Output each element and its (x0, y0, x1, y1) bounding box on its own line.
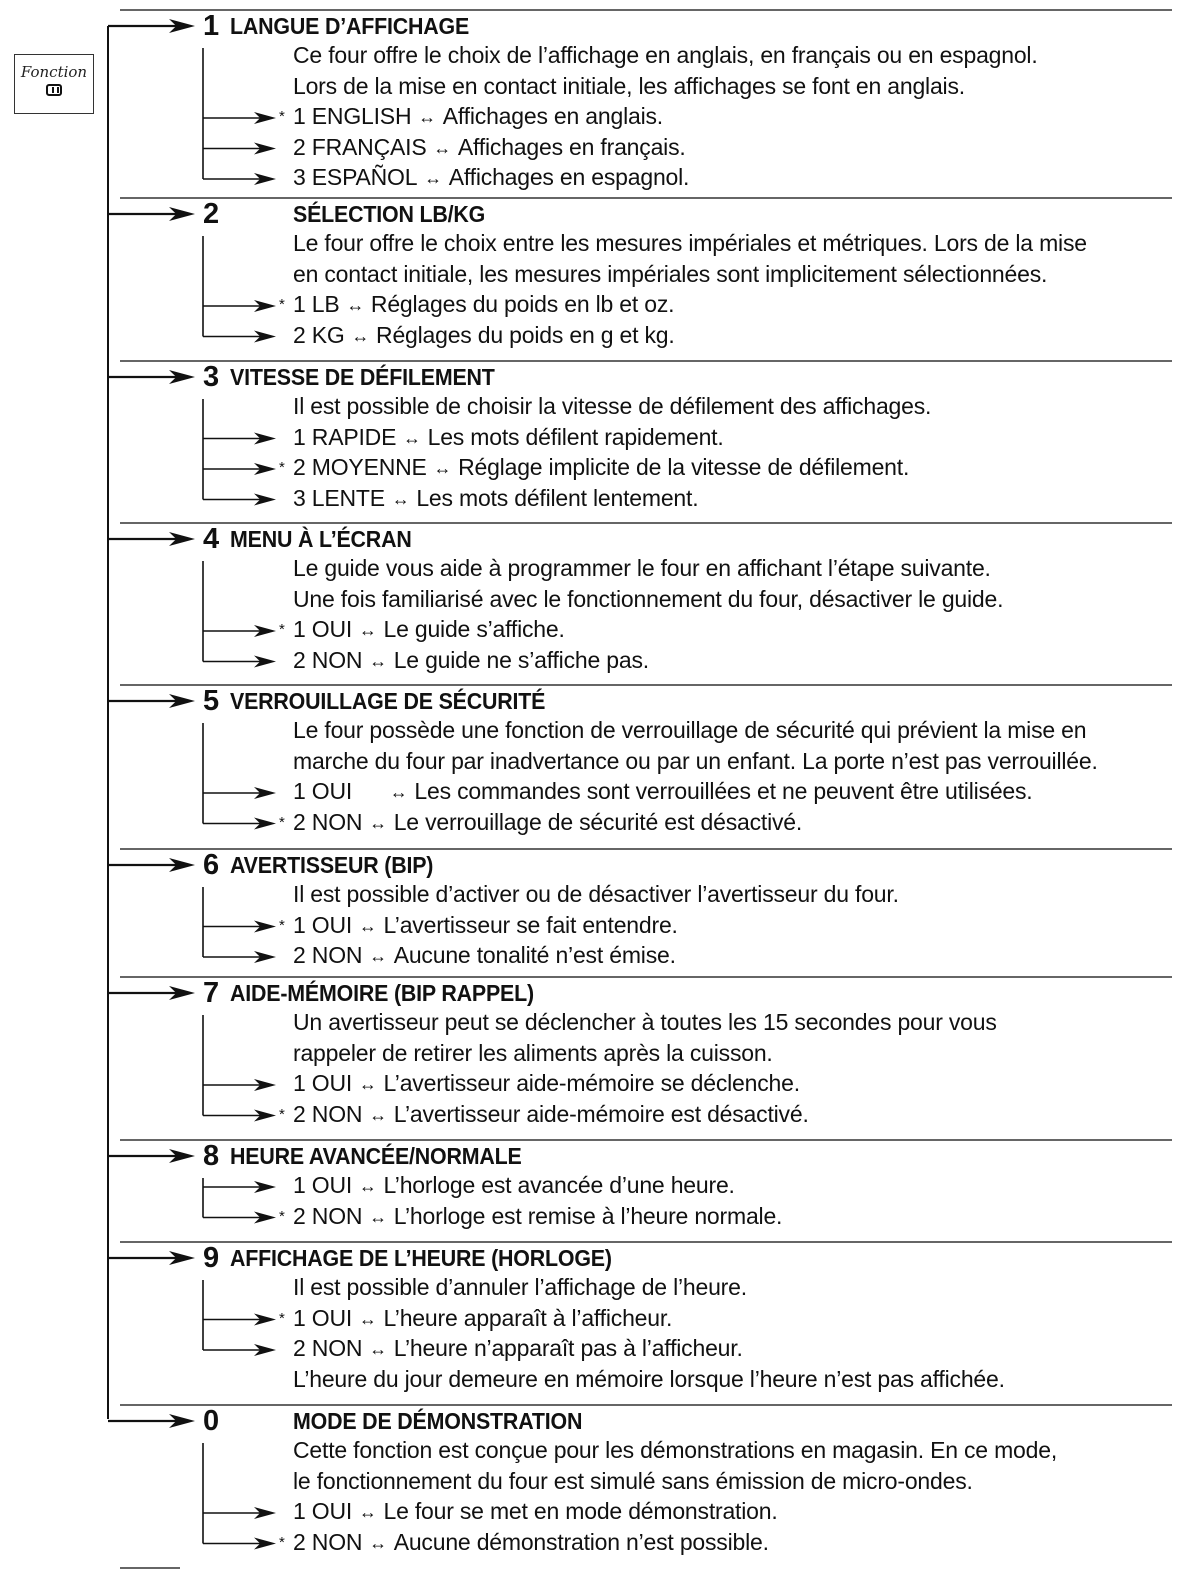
option-row (279, 103, 663, 131)
double-arrow-icon: ↔ (364, 1339, 392, 1359)
section-title: AFFICHAGE DE L’HEURE (HORLOGE) (230, 1245, 612, 1271)
double-arrow-icon: ↔ (354, 620, 382, 640)
section-description: Il est possible d’annuler l’affichage de l’heure. (293, 1274, 747, 1300)
option-text: L’horloge est avancée d’une heure. (383, 1172, 735, 1198)
option-row (279, 485, 698, 513)
option-row (279, 134, 686, 162)
option-code: 2 FRANÇAIS (293, 133, 427, 160)
option-code: 1 OUI (293, 911, 353, 938)
option-code: 3 LENTE (293, 484, 385, 511)
section-description: Il est possible d’activer ou de désactiver l’avertisseur du four. (293, 881, 899, 907)
option-text: Réglages du poids en g et kg. (376, 321, 675, 348)
default-marker: * (279, 108, 285, 125)
section-number: 7 (203, 977, 219, 1009)
option-code: 1 OUI (293, 1172, 353, 1198)
option-row (279, 1529, 769, 1557)
section-title: HEURE AVANCÉE/NORMALE (230, 1143, 522, 1169)
section-description: rappeler de retirer les aliments après la cuisson. (293, 1039, 773, 1066)
section-number: 1 (203, 10, 219, 42)
option-row (279, 809, 802, 837)
section-description: le fonctionnement du four est simulé sans émission de micro-ondes. (293, 1467, 973, 1494)
option-code: 1 OUI (293, 1498, 353, 1524)
double-arrow-icon: ↔ (364, 1532, 392, 1553)
section-number: 9 (203, 1242, 219, 1274)
function-key-label: Fonction (20, 63, 88, 81)
option-text: L’heure n’apparaît pas à l’afficheur. (393, 1335, 743, 1361)
section-title: AIDE-MÉMOIRE (BIP RAPPEL) (230, 980, 534, 1006)
section-title: MODE DE DÉMONSTRATION (293, 1408, 583, 1434)
option-row (279, 1203, 782, 1231)
option-text: Affichages en français. (457, 133, 686, 160)
option-code: 1 OUI (293, 778, 353, 804)
double-arrow-icon: ↔ (428, 137, 456, 158)
double-arrow-icon: ↔ (398, 427, 426, 448)
option-code: 2 KG (293, 321, 345, 348)
option-code: 1 LB (293, 291, 340, 317)
default-marker: * (279, 813, 285, 831)
default-marker: * (279, 1309, 285, 1327)
option-text: Réglage implicite de la vitesse de défilement. (458, 454, 910, 480)
option-code: 2 NON (293, 942, 363, 968)
double-arrow-icon: ↔ (346, 325, 375, 346)
double-arrow-icon: ↔ (386, 488, 415, 509)
option-code: 3 ESPAÑOL (293, 164, 418, 190)
option-row (279, 1070, 800, 1098)
double-arrow-icon: ↔ (364, 812, 392, 833)
section-title: SÉLECTION LB/KG (293, 201, 486, 227)
option-row (279, 322, 675, 350)
option-row (279, 454, 909, 482)
option-text: L’horloge est remise à l’heure normale. (393, 1202, 783, 1229)
section-title: MENU À L’ÉCRAN (230, 526, 412, 552)
double-arrow-icon: ↔ (354, 1308, 382, 1329)
option-text: Le four se met en mode démonstration. (383, 1498, 778, 1524)
default-marker: * (279, 1533, 285, 1551)
double-arrow-icon: ↔ (354, 915, 382, 936)
option-text: L’heure apparaît à l’afficheur. (383, 1304, 673, 1331)
option-text: Le guide s’affiche. (383, 616, 565, 642)
double-arrow-icon: ↔ (385, 782, 413, 802)
section-number: 5 (203, 685, 219, 717)
section-number: 8 (203, 1140, 219, 1172)
double-arrow-icon: ↔ (364, 650, 392, 671)
option-row (279, 616, 565, 644)
double-arrow-icon: ↔ (413, 107, 441, 127)
option-text: Aucune tonalité n’est émise. (393, 942, 676, 968)
option-text: Les mots défilent lentement. (416, 484, 699, 511)
double-arrow-icon: ↔ (354, 1074, 382, 1094)
option-code: 1 ENGLISH (293, 103, 412, 129)
section-title: LANGUE D’AFFICHAGE (230, 13, 470, 39)
option-code: 1 OUI (293, 1070, 353, 1096)
default-marker: * (279, 621, 285, 638)
option-text: Aucune démonstration n’est possible. (393, 1528, 769, 1555)
option-row (279, 1305, 672, 1333)
default-marker: * (279, 916, 285, 934)
option-text: Les mots défilent rapidement. (427, 423, 724, 450)
option-row (279, 1101, 809, 1129)
option-row (279, 912, 678, 940)
option-row (279, 1498, 778, 1526)
option-row (279, 647, 649, 675)
section-note: L’heure du jour demeure en mémoire lorsque l’heure n’est pas affichée. (293, 1365, 1005, 1392)
option-text: L’avertisseur aide-mémoire se déclenche. (383, 1070, 800, 1096)
double-arrow-icon: ↔ (364, 1206, 392, 1227)
option-code: 2 NON (293, 646, 363, 673)
option-text: Le verrouillage de sécurité est désactivé. (393, 808, 803, 835)
option-row (279, 942, 676, 970)
section-description: Ce four offre le choix de l’affichage en anglais, en français ou en espagnol. (293, 42, 1038, 68)
section-description: Le guide vous aide à programmer le four en affichant l’étape suivante. (293, 555, 991, 581)
option-text: Le guide ne s’affiche pas. (393, 646, 649, 673)
section-title: VITESSE DE DÉFILEMENT (230, 364, 495, 390)
option-row (279, 424, 724, 452)
section-number: 3 (203, 361, 219, 393)
option-text: Affichages en espagnol. (448, 164, 690, 190)
section-description: Le four offre le choix entre les mesures impériales et métriques. Lors de la mise (293, 230, 1087, 256)
option-text: Affichages en anglais. (442, 103, 663, 129)
section-title: AVERTISSEUR (BIP) (230, 852, 434, 878)
option-code: 2 MOYENNE (293, 454, 427, 480)
option-code: 2 NON (293, 1528, 363, 1555)
default-marker: * (279, 296, 285, 313)
option-code: 1 RAPIDE (293, 423, 397, 450)
option-code: 2 NON (293, 1335, 363, 1361)
option-text: Réglages du poids en lb et oz. (370, 291, 675, 317)
default-marker: * (279, 1207, 285, 1225)
option-row (279, 1335, 743, 1363)
double-arrow-icon: ↔ (354, 1176, 382, 1196)
option-code: 2 NON (293, 808, 363, 835)
double-arrow-icon: ↔ (364, 946, 392, 966)
option-row (279, 291, 674, 319)
option-text: L’avertisseur aide-mémoire est désactivé. (393, 1100, 809, 1127)
section-number: 6 (203, 849, 219, 881)
option-text: Les commandes sont verrouillées et ne peuvent être utilisées. (414, 778, 1033, 804)
section-description: Cette fonction est conçue pour les démonstrations en magasin. En ce mode, (293, 1437, 1058, 1463)
section-description: marche du four par inadvertance ou par un enfant. La porte n’est pas verrouillée. (293, 747, 1098, 774)
option-code: 2 NON (293, 1202, 363, 1229)
section-number: 0 (203, 1405, 219, 1437)
option-row (279, 164, 689, 192)
double-arrow-icon: ↔ (364, 1104, 392, 1125)
section-description: Une fois familiarisé avec le fonctionnement du four, désactiver le guide. (293, 585, 1004, 612)
section-description: Il est possible de choisir la vitesse de défilement des affichages. (293, 393, 932, 419)
section-title: VERROUILLAGE DE SÉCURITÉ (230, 688, 546, 714)
default-marker: * (279, 459, 285, 476)
section-number: 4 (203, 523, 219, 555)
double-arrow-icon: ↔ (428, 458, 457, 478)
double-arrow-icon: ↔ (354, 1502, 382, 1522)
section-description: Un avertisseur peut se déclencher à toutes les 15 secondes pour vous (293, 1009, 997, 1035)
option-row (279, 1172, 735, 1200)
option-code: 2 NON (293, 1100, 363, 1127)
option-row (279, 778, 1033, 806)
option-text: L’avertisseur se fait entendre. (383, 911, 678, 938)
option-code: 1 OUI (293, 616, 353, 642)
default-marker: * (279, 1105, 285, 1123)
section-description: Le four possède une fonction de verrouillage de sécurité qui prévient la mise en (293, 717, 1087, 743)
section-description: Lors de la mise en contact initiale, les affichages se font en anglais. (293, 72, 965, 99)
double-arrow-icon: ↔ (419, 168, 447, 188)
double-arrow-icon: ↔ (341, 295, 369, 315)
section-number: 2 (203, 198, 219, 230)
section-description: en contact initiale, les mesures impériales sont implicitement sélectionnées. (293, 260, 1048, 287)
option-code: 1 OUI (293, 1304, 353, 1331)
